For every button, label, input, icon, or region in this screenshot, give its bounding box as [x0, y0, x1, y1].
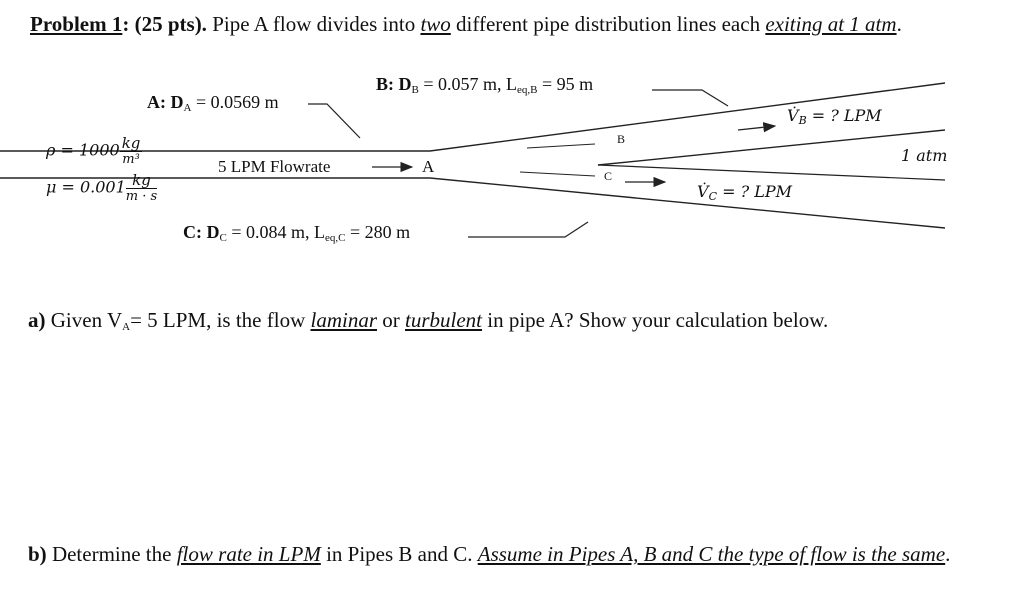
leader-c-marker	[520, 172, 595, 176]
flowrate-label: 5 LPM Flowrate	[218, 157, 331, 176]
pipe-a-label: A: $D_A = 0.0569$ m	[147, 92, 279, 114]
vb-label: $V̇_B$ = ? LPM	[787, 106, 882, 127]
leader-a	[308, 104, 360, 138]
leader-b-marker	[527, 144, 595, 148]
leader-c	[468, 222, 588, 237]
flow-arrow-b	[738, 126, 775, 130]
question-b: b) Determine the flow rate in LPM in Pipes B and C. Assume in Pipes A, B and C the type of flow is the same.	[28, 542, 951, 566]
leader-b	[652, 90, 728, 106]
viscosity-label: μ = 0.001 $\frac{kg}{m \cdot s}$	[46, 171, 158, 204]
pipe-b-label: B: $D_B = 0.057$ m, $L_{eq,B} = 95$ m	[376, 74, 594, 96]
problem-points: : (25 pts).	[122, 12, 207, 36]
problem-label: Problem 1	[30, 12, 123, 36]
pipe-c-label: C: $D_C = 0.084$ m, $L_{eq,C} = 280$ m	[183, 222, 411, 244]
arrow-a-label: A	[422, 157, 435, 176]
pipe-divider-wall	[598, 130, 948, 165]
problem-text-exit: exiting at 1 atm	[765, 12, 897, 36]
problem-text-1: Pipe A flow divides into	[206, 12, 421, 36]
density-label: ρ = 1000 $\frac{kg}{\text{m³}}$	[46, 134, 141, 167]
outlet-pressure-label: 1 atm	[901, 146, 948, 165]
c-marker: C	[604, 169, 613, 183]
question-a: a) Given $V_A= 5$ LPM, is the flow laminar or turbulent in pipe A? Show your calculation below.	[28, 308, 829, 333]
problem-text-3: .	[896, 12, 902, 36]
b-marker: B	[617, 132, 626, 146]
problem-text-two: two	[420, 12, 451, 36]
problem-text-2: different pipe distribution lines each	[450, 12, 766, 36]
vc-label: $V̇_C$ = ? LPM	[697, 182, 792, 203]
pipe-b-bottom-wall	[598, 165, 945, 180]
